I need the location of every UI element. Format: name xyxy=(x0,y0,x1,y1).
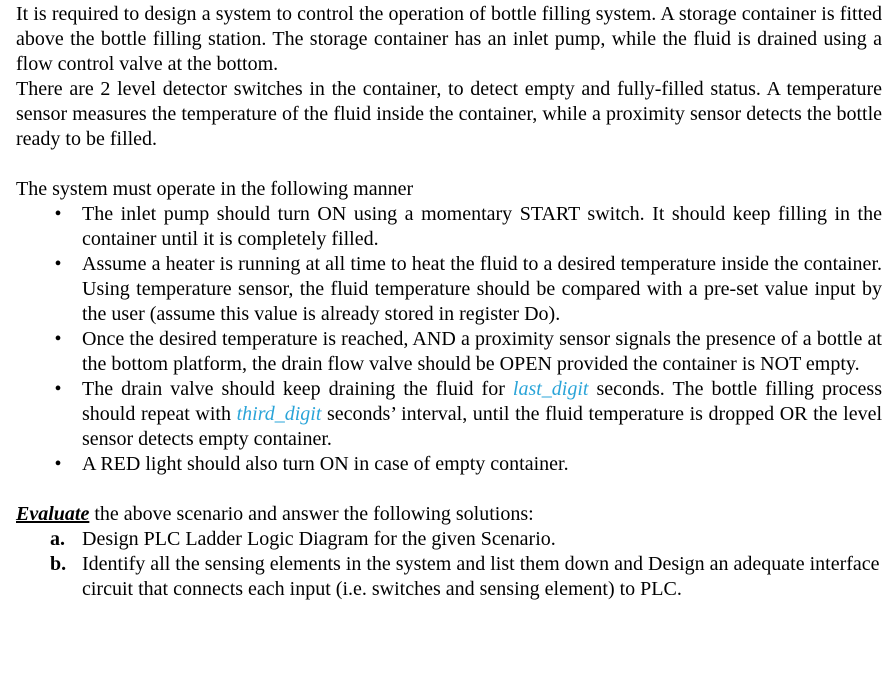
evaluate-keyword: Evaluate xyxy=(16,503,90,525)
solution-text: Design PLC Ladder Logic Diagram for the given Scenario. xyxy=(82,528,556,550)
operation-heading: The system must operate in the following manner xyxy=(16,178,414,200)
document-body xyxy=(16,2,882,602)
spacer xyxy=(16,152,882,177)
list-item-text-part: seconds. The bottle filling process should repeat with xyxy=(82,378,882,425)
evaluate-instruction-text: the above scenario and answer the following solutions: xyxy=(89,503,534,525)
solution-item xyxy=(16,527,882,552)
list-item-text-part: The drain valve should keep draining the fluid for xyxy=(82,378,513,400)
evaluate-instruction xyxy=(16,502,882,527)
solution-marker: b. xyxy=(50,553,67,575)
list-item xyxy=(16,202,882,252)
bullet-icon: • xyxy=(54,453,62,475)
bullet-icon: • xyxy=(54,328,62,350)
bullet-icon: • xyxy=(54,253,62,275)
list-item-text: Assume a heater is running at all time to heat the fluid to a desired temperature inside the container. Using temperature sensor, the fluid temperature should be compared with a pre-set value input by the user (assume this value is already stored in register Do). xyxy=(82,253,882,325)
intro-paragraph-1: It is required to design a system to control the operation of bottle filling system. A storage container is fitted above the bottle filling station. The storage container has an inlet pump, while the fluid is drained using a flow control valve at the bottom. xyxy=(16,3,882,75)
bullet-icon: • xyxy=(54,203,62,225)
list-item-text-part: seconds’ interval, until the fluid temperature is dropped OR the level sensor detects empty container. xyxy=(82,403,883,450)
variable-last-digit: last_digit xyxy=(512,378,589,400)
list-item-text: The inlet pump should turn ON using a momentary START switch. It should keep filling in the container until it is completely filled. xyxy=(82,203,882,250)
solution-item xyxy=(16,552,882,602)
operation-bullet-list xyxy=(16,202,882,477)
solutions-list xyxy=(16,527,882,602)
solution-marker: a. xyxy=(50,528,65,550)
list-item xyxy=(16,377,882,452)
list-item xyxy=(16,327,882,377)
list-item xyxy=(16,252,882,327)
list-item-text: A RED light should also turn ON in case of empty container. xyxy=(82,453,569,475)
variable-third-digit: third_digit xyxy=(236,403,322,425)
list-item-text: Once the desired temperature is reached, AND a proximity sensor signals the presence of a bottle at the bottom platform, the drain flow valve should be OPEN provided the container is NOT empty. xyxy=(82,328,882,375)
list-item xyxy=(16,452,882,477)
solution-text: Identify all the sensing elements in the system and list them down and Design an adequate interface circuit that connects each input (i.e. switches and sensing element) to PLC. xyxy=(82,553,880,600)
spacer xyxy=(16,477,882,502)
bullet-icon: • xyxy=(54,378,62,400)
intro-paragraph-2: There are 2 level detector switches in the container, to detect empty and fully-filled status. A temperature sensor measures the temperature of the fluid inside the container, while a proximity sensor detects the bottle ready to be filled. xyxy=(16,78,882,150)
